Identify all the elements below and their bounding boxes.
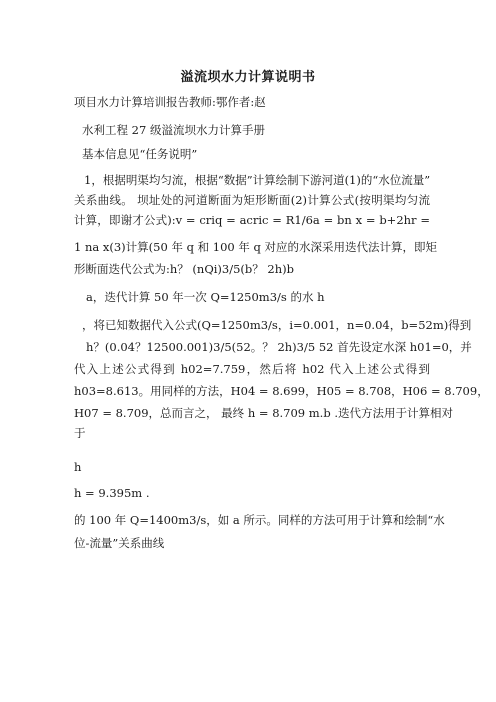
text-line: a，迭代计算 50 年一次 Q=1250m3/s 的水 h: [86, 290, 325, 304]
text-line: h？(0.04？12500.001)3/5(52。？ 2h)3/5 52 首先设定水深 h01=0，并: [86, 340, 472, 354]
text-line-step1: 1，根据明渠均匀流，根据“数据”计算绘制下游河道(1)的“水位流量”: [84, 173, 431, 187]
text-line: h: [74, 460, 82, 474]
text-line: 代入上述公式得到 h02=7.759，然后将 h02 代入上述公式得到: [74, 362, 430, 376]
text-line: 计算，即谢才公式):v = criq = acric = R1/6a = bn x = b+2hr =: [74, 213, 430, 227]
text-line: 1 na x(3)计算(50 年 q 和 100 年 q 对应的水深采用迭代法计算，即矩: [74, 240, 438, 254]
text-line-basic-info: 基本信息见“任务说明”: [82, 147, 198, 161]
text-line-manual: 水利工程 27 级溢流坝水力计算手册: [82, 123, 265, 137]
text-line: 关系曲线。 坝址处的河道断面为矩形断面(2)计算公式(按明渠均匀流: [74, 193, 430, 207]
text-line: H07 = 8.709，总而言之， 最终 h = 8.709 m.b .迭代方法用于计算相对: [74, 406, 454, 420]
text-line: ，将已知数据代入公式(Q=1250m3/s，i=0.001，n=0.04，b=52m)得到: [82, 318, 472, 332]
text-line: 位-流量”关系曲线: [74, 536, 165, 550]
text-line-intro: 项目水力计算培训报告教师:鄂作者:赵: [74, 95, 266, 109]
text-line: 于: [74, 426, 86, 440]
document-title: 溢流坝水力计算说明书: [180, 70, 316, 85]
text-line: 的 100 年 Q=1400m3/s，如 a 所示。同样的方法可用于计算和绘制“水: [74, 513, 445, 527]
text-line: 形断面迭代公式为:h？ (nQi)3/5(b？ 2h)b: [74, 262, 295, 276]
text-line: h = 9.395m .: [74, 486, 150, 500]
text-line: h03=8.613。用同样的方法，H04 = 8.699，H05 = 8.708，H06 = 8.709，: [74, 384, 489, 398]
